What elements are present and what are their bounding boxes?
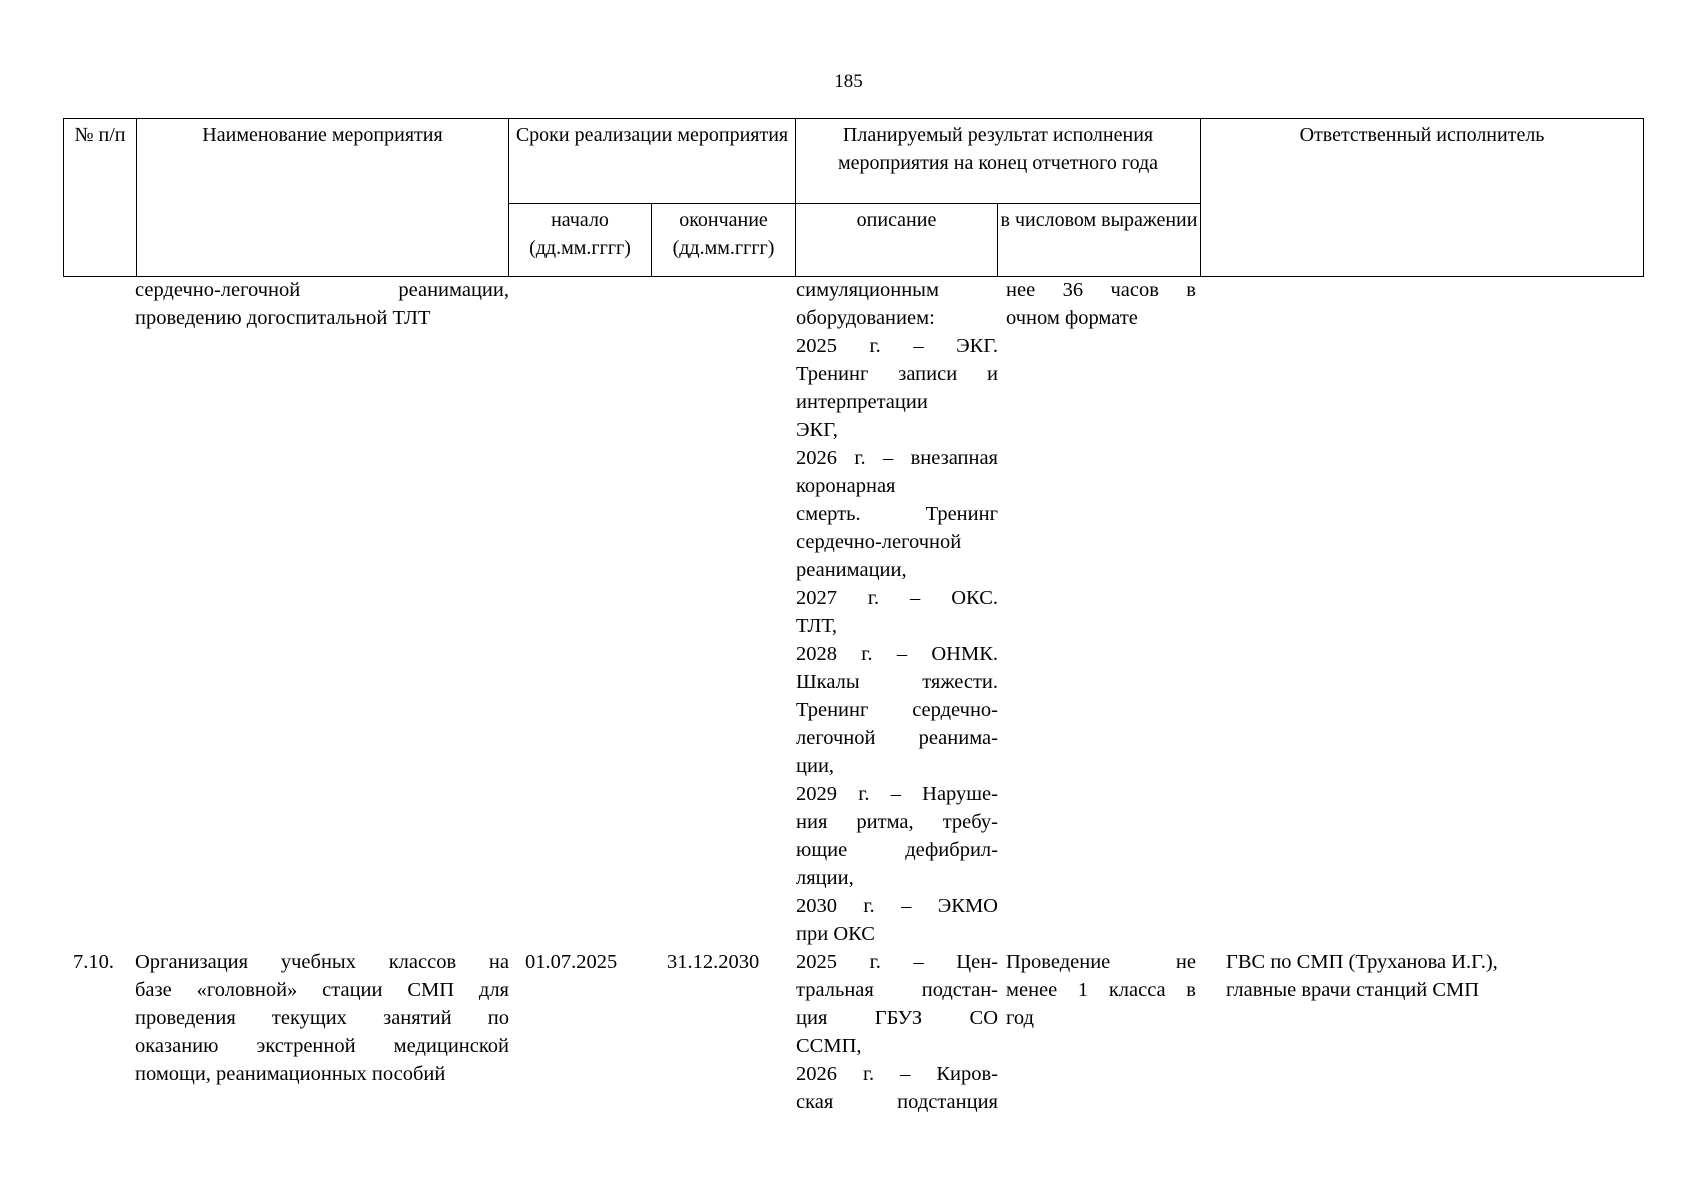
text-line: 2028 г. – ОНМК. (796, 643, 998, 665)
row-numeric (1006, 948, 1196, 1032)
header-name: Наименование мероприятия (137, 119, 509, 277)
text-line: легочной реанима- (796, 727, 998, 749)
text-line: 2027 г. – ОКС. (796, 587, 998, 609)
header-result: Планируемый результат исполнения мероприятия на конец отчетного года (796, 119, 1201, 204)
text-line: ССМП, (796, 1035, 862, 1057)
text-line: тральная подстан- (796, 979, 998, 1001)
text-line: главные врачи станций СМП (1226, 979, 1480, 1001)
cont-description (796, 276, 998, 948)
text-line: ции, (796, 755, 835, 777)
text-line: 2025 г. – ЭКГ. (796, 335, 998, 357)
header-end: окончание (дд.мм.гггг) (652, 204, 796, 277)
text-line: симуляционным (796, 279, 939, 301)
text-line: Тренинг записи и (796, 363, 998, 385)
header-responsible: Ответственный исполнитель (1201, 119, 1644, 277)
text-line: при ОКС (796, 923, 875, 945)
text-line: Проведение не (1006, 951, 1196, 973)
header-start: начало (дд.мм.гггг) (509, 204, 652, 277)
text-line: ляции, (796, 867, 854, 889)
text-line: Организация учебных классов на (135, 951, 509, 973)
text-line: смерть. Тренинг (796, 503, 998, 525)
text-line: 2029 г. – Наруше- (796, 783, 998, 805)
cont-numeric (1006, 276, 1196, 332)
text-line: ющие дефибрил- (796, 839, 998, 861)
text-line: 2026 г. – Киров- (796, 1063, 998, 1085)
text-line: очном формате (1006, 307, 1138, 329)
text-line: 2030 г. – ЭКМО (796, 895, 998, 917)
text-line: ция ГБУЗ СО (796, 1007, 998, 1029)
text-line: ЭКГ, (796, 419, 838, 441)
header-period: Сроки реализации мероприятия (509, 119, 796, 204)
text-line: проведения текущих занятий по (135, 1007, 509, 1029)
cont-name (135, 276, 509, 332)
page-number: 185 (834, 71, 863, 92)
text-line: сердечно-легочной реанимации, (135, 279, 509, 301)
text-line: реанимации, (796, 559, 907, 581)
text-line: сердечно-легочной (796, 531, 962, 553)
row-name (135, 948, 509, 1088)
text-line: помощи, реанимационных пособий (135, 1063, 446, 1085)
header-description: описание (796, 204, 998, 277)
text-line: базе «головной» стации СМП для (135, 979, 509, 1001)
text-line: 2025 г. – Цен- (796, 951, 998, 973)
text-line: оборудованием: (796, 307, 935, 329)
text-line: оказанию экстренной медицинской (135, 1035, 509, 1057)
table-header (63, 118, 1644, 277)
text-line: ния ритма, требу- (796, 811, 998, 833)
text-line: интерпретации (796, 391, 928, 413)
row-start-date: 01.07.2025 (525, 951, 618, 973)
text-line: менее 1 класса в (1006, 979, 1196, 1001)
header-number: № п/п (64, 119, 137, 277)
text-line: 2026 г. – внезапная (796, 447, 998, 469)
row-end-date: 31.12.2030 (667, 951, 760, 973)
text-line: проведению догоспитальной ТЛТ (135, 307, 431, 329)
header-numeric: в числовом выражении (998, 204, 1201, 277)
text-line: ская подстанция (796, 1091, 998, 1113)
text-line: ТЛТ, (796, 615, 837, 637)
text-line: ГВС по СМП (Труханова И.Г.), (1226, 951, 1498, 973)
row-description (796, 948, 998, 1116)
text-line: Шкалы тяжести. (796, 671, 998, 693)
row-responsible (1226, 948, 1626, 1004)
text-line: нее 36 часов в (1006, 279, 1196, 301)
text-line: год (1006, 1007, 1034, 1029)
text-line: коронарная (796, 475, 896, 497)
text-line: Тренинг сердечно- (796, 699, 998, 721)
row-number: 7.10. (73, 951, 114, 973)
